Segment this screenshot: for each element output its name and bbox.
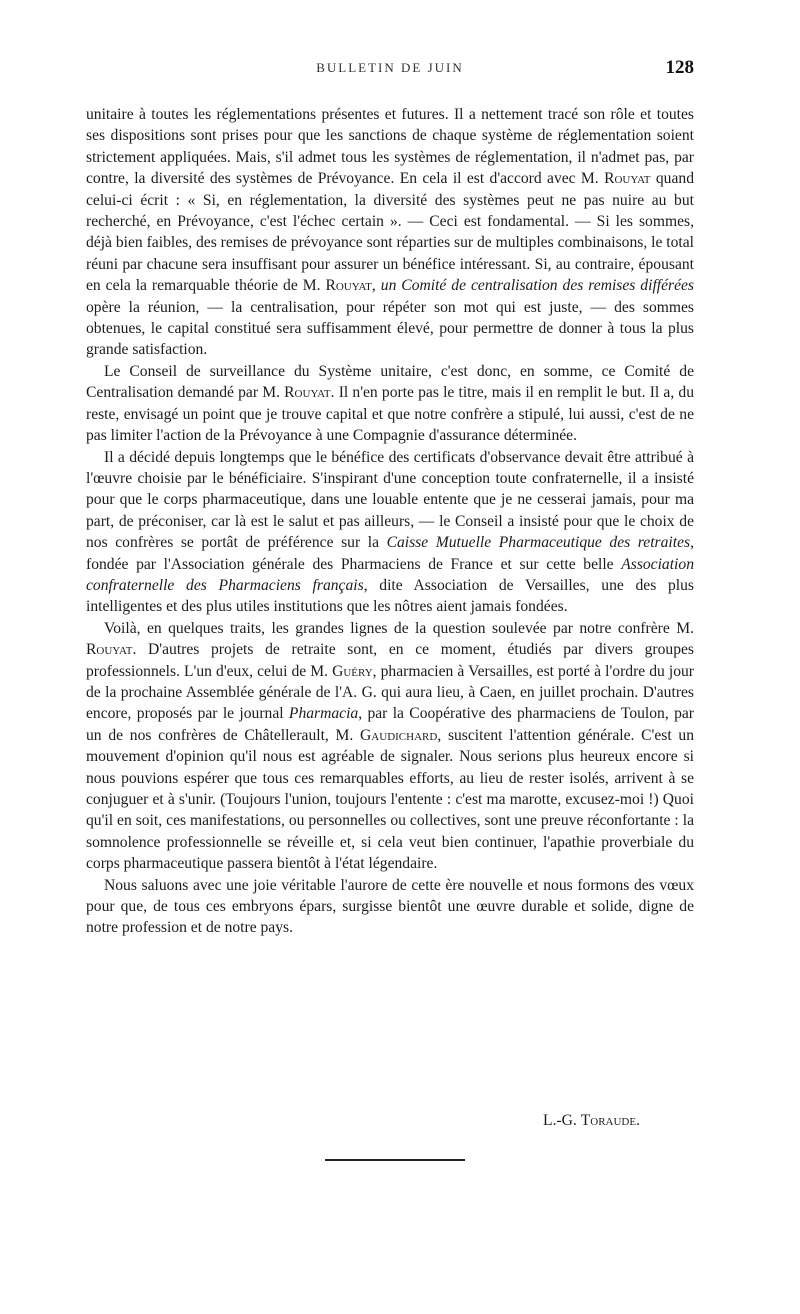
text-run: quand celui-ci écrit : « Si, en réglementation, la diversité des systèmes peut ne pas nuire au but recherché, en Prévoyance, c'est l'échec certain ». — Ceci est fondamental. — Si les sommes, déjà bien faibles, des remises de prévoyance sont réparties sur de multiples combinaisons, le total réuni par chacune sera insuffisant pour assurer un bénéfice intéressant. Si, au contraire, épousant en cela la remarquable théorie de M. <box>86 170 694 295</box>
paragraph <box>86 361 694 447</box>
paragraph <box>86 447 694 618</box>
author-signature <box>543 1112 640 1130</box>
text-run: , dite Association de Versailles, une des plus intelligentes et des plus utiles institutions que les nôtres aient jamais fondées. <box>86 576 695 616</box>
running-header <box>86 57 694 88</box>
end-rule <box>325 1159 465 1161</box>
text-run: , fondée par l'Association générale des Pharmaciens de France et sur cette belle <box>86 534 694 573</box>
small-caps-name: Rouyat <box>325 277 372 295</box>
paragraph <box>86 875 694 939</box>
text-run: opère la réunion, — la centralisation, pour répéter son mot qui est juste, — des sommes obtenues, le capital constitué sera suffisamment élevé, pour permettre de donner à tous la plus grande satisfaction. <box>86 298 694 359</box>
small-caps-name: Rouyat <box>86 641 133 659</box>
text-run: , pharmacien à Versailles, est porté à l'ordre du jour de la prochaine Assemblée générale de l'A. G. qui aura lieu, à Caen, en juillet prochain. D'autres encore, proposés par le journal <box>86 662 695 723</box>
page-number: 128 <box>665 57 694 78</box>
text-run: , suscitent l'attention générale. C'est un mouvement d'opinion qu'il nous est agréable de signaler. Nous serions plus heureux encore si nous pouvions espérer que tous ces remarquables efforts, au lieu de rester isolés, arrivent à se conjuguer et à s'unir. (Toujours l'union, toujours l'entente : c'est ma marotte, excusez-moi !) Quoi qu'il en soit, ces manifestations, ou personnelles ou collectives, sont une preuve réconfortante : la somnolence professionnelle se réveille et, si cela veut bien continuer, l'apathie proverbiale du corps pharmaceutique passera bientôt à l'état légendaire. <box>86 726 694 873</box>
italic-text: Pharmacia <box>288 705 359 723</box>
text-run: unitaire à toutes les réglementations présentes et futures. Il a nettement tracé son rôle et toutes ses dispositions sont prises pour que les sanctions de chaque système de réglementation soient strictement appliquées. Mais, s'il admet tous les systèmes de réglementation, il n'admet pas, par contre, la diversité des systèmes de Prévoyance. En cela il est d'accord avec M. <box>86 106 694 188</box>
text-run: Le Conseil de surveillance du Système unitaire, c'est donc, en somme, ce Comité de Centralisation demandé par M. <box>86 362 694 402</box>
italic-text: Association confraternelle des Pharmaciens français <box>86 555 694 594</box>
text-run: Nous saluons avec une joie véritable l'aurore de cette ère nouvelle et nous formons des vœux pour que, de tous ces embryons épars, surgisse bientôt une œuvre durable et solide, digne de notre profession et de notre pays. <box>86 876 694 937</box>
text-run: , par la Coopérative des pharmaciens de Toulon, par un de nos confrères de Châtellerault, M. <box>86 705 694 744</box>
small-caps-name: Gaudichard <box>360 726 438 744</box>
running-title: BULLETIN DE JUIN <box>316 60 464 75</box>
small-caps-name: Guéry <box>332 662 373 680</box>
small-caps-name: Rouyat <box>604 170 651 188</box>
text-run: , <box>371 277 381 295</box>
paragraph <box>86 104 694 361</box>
italic-text: Caisse Mutuelle Pharmaceutique des retraites <box>386 534 691 552</box>
paragraph <box>86 618 694 875</box>
text-run: . Il n'en porte pas le titre, mais il en remplit le but. Il a, du reste, envisagé un point que je trouve capital et que notre confrère a stipulé, lui aussi, c'est de ne pas limiter l'action de la Prévoyance à une Compagnie d'assurance déterminée. <box>86 384 694 445</box>
italic-text: un Comité de centralisation des remises différées <box>380 277 695 295</box>
signature-initials: L.-G. <box>543 1112 581 1129</box>
text-run: Il a décidé depuis longtemps que le bénéfice des certificats d'observance devait être attribué à l'œuvre choisie par le bénéficiaire. S'inspirant d'une conception toute confraternelle, il a insisté pour que le corps pharmaceutique, dans une louable entente que je ne cesserai jamais, pour ma part, de préconiser, car là est le salut et pas ailleurs, — le Conseil a insisté pour que le choix de nos confrères se portât de préférence sur la <box>86 448 694 552</box>
text-run: . D'autres projets de retraite sont, en ce moment, étudiés par divers groupes professionnels. L'un d'eux, celui de M. <box>86 641 694 680</box>
signature-surname: Toraude. <box>580 1112 640 1129</box>
article-body <box>86 104 694 939</box>
text-run: Voilà, en quelques traits, les grandes lignes de la question soulevée par notre confrère M. <box>104 619 694 637</box>
small-caps-name: Rouyat <box>284 384 331 402</box>
